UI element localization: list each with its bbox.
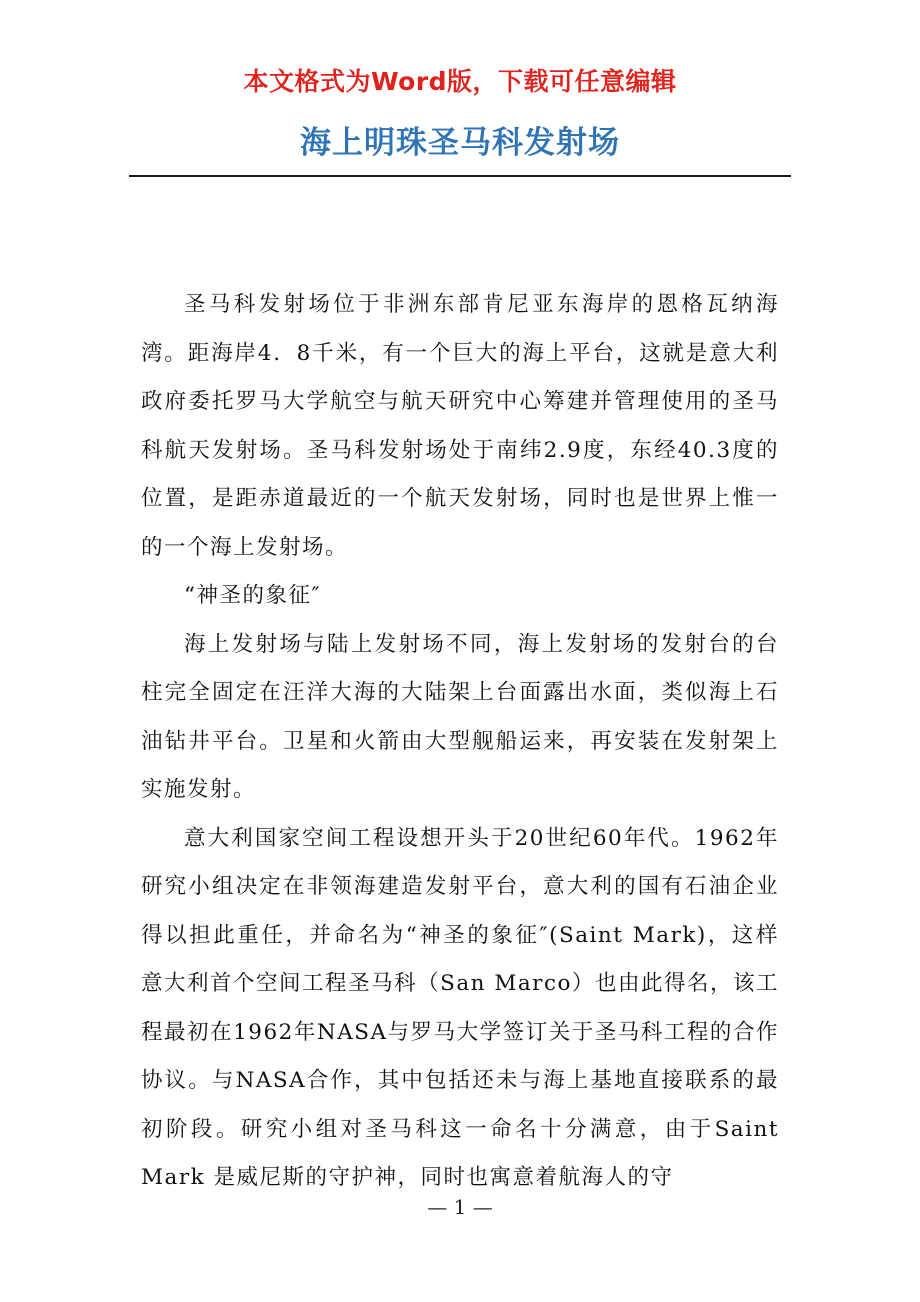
paragraph-subheading: “神圣的象征″ [184, 583, 322, 608]
title-divider [129, 175, 791, 177]
download-notice: 本文格式为Word版，下载可任意编辑 [243, 67, 677, 96]
document-title: 海上明珠圣马科发射场 [300, 125, 620, 161]
paragraph-history: 意大利国家空间工程设想开头于20世纪60年代。1962年研究小组决定在非领海建造发射平台，意大利的国有石油企业得以担此重任，并命名为“神圣的象征″(Saint Mark)，这样意大利首个空间工程圣马科（San Marco）也由此得名，该工程最初在1962年NASA与罗马大学签订关于圣马科工程的合作协议。与NASA合作，其中包括还未与海上基地直接联系的最初阶段。研究小组对圣马科这一命名十分满意，由于Saint Mark 是威尼斯的守护神，同时也寓意着航海人的守 [141, 825, 779, 1190]
paragraph-platform: 海上发射场与陆上发射场不同，海上发射场的发射台的台柱完全固定在汪洋大海的大陆架上台面露出水面，类似海上石油钻井平台。卫星和火箭由大型舰船运来，再安装在发射架上实施发射。 [141, 631, 779, 802]
paragraph-intro: 圣马科发射场位于非洲东部肯尼亚东海岸的恩格瓦纳海湾。距海岸4．8千米，有一个巨大的海上平台，这就是意大利政府委托罗马大学航空与航天研究中心筹建并管理使用的圣马科航天发射场。圣马科发射场处于南纬2.9度，东经40.3度的位置，是距赤道最近的一个航天发射场，同时也是世界上惟一的一个海上发射场。 [141, 292, 779, 560]
document-body [141, 281, 779, 1203]
page-number: — 1 — [427, 1195, 493, 1219]
